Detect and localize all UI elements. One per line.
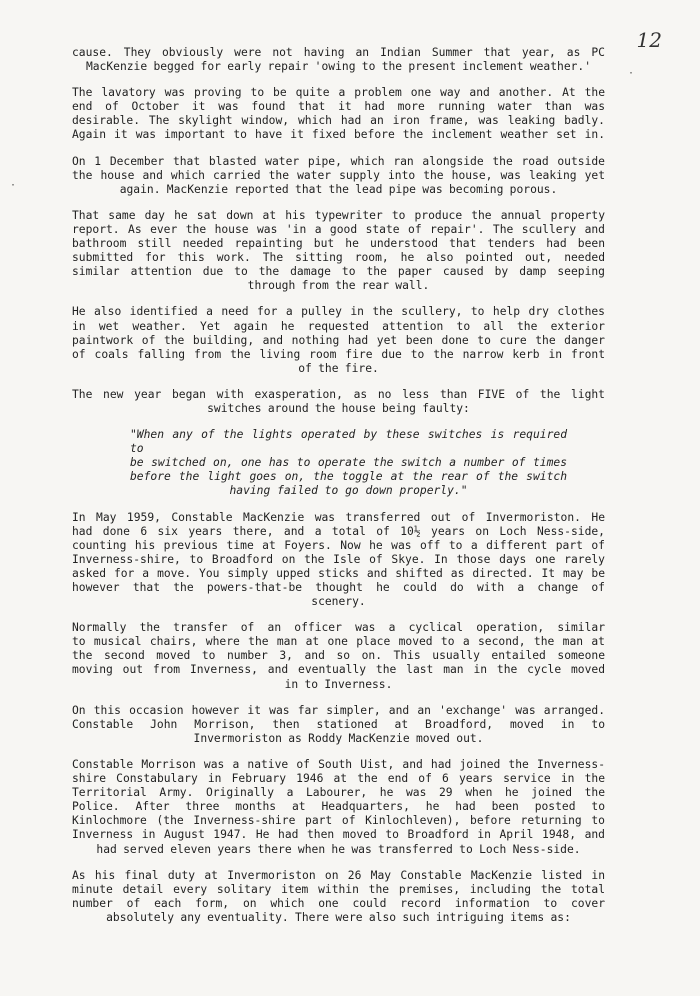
text-line: desirable. The skylight window, which had an iron frame, was leaking badly. xyxy=(72,114,605,128)
paragraph xyxy=(72,621,605,691)
text-line: On 1 December that blasted water pipe, which ran alongside the road outside xyxy=(72,154,605,168)
text-line: Kinlochmore (the Inverness-shire part of Kinlochleven), before returning to xyxy=(72,814,605,828)
text-line: Police. After three months at Headquarters, he had been posted to xyxy=(72,800,605,814)
page-number: 12 xyxy=(636,28,662,52)
text-line: the house and which carried the water supply into the house, was leaking yet xyxy=(72,168,605,182)
text-line: the second moved to number 3, and so on. This usually entailed someone xyxy=(72,649,605,663)
text-line: absolutely any eventuality. There were also such intriguing items as: xyxy=(106,910,571,924)
text-line: had served eleven years there when he was transferred to Loch Ness-side. xyxy=(96,842,581,856)
text-line: in wet weather. Yet again he requested attention to all the exterior xyxy=(72,319,605,333)
text-line: On this occasion however it was far simpler, and an 'exchange' was arranged. xyxy=(72,703,605,717)
text-line: paintwork of the building, and nothing had yet been done to cure the danger xyxy=(72,333,605,347)
text-line: end of October it was found that it had more running water than was xyxy=(72,100,605,114)
text-line: report. As ever the house was 'in a good state of repair'. The scullery and xyxy=(72,222,605,236)
text-line: Constable John Morrison, then stationed at Broadford, moved in to xyxy=(72,717,605,731)
text-line: through from the rear wall. xyxy=(247,279,430,293)
text-line: submitted for this work. The sitting room, he also pointed out, needed xyxy=(72,251,605,265)
text-line: of coals falling from the living room fire due to the narrow kerb in front xyxy=(72,347,605,361)
text-line: asked for a move. You simply upped sticks and shifted as directed. It may be xyxy=(72,566,605,580)
text-line: minute detail every solitary item within the premises, including the total xyxy=(72,882,605,896)
text-line: in to Inverness. xyxy=(284,677,393,691)
text-line: of the fire. xyxy=(298,361,379,375)
text-line: Normally the transfer of an officer was a cyclical operation, similar xyxy=(72,621,605,635)
quote-line: be switched on, one has to operate the switch a number of times xyxy=(130,456,567,470)
paragraph xyxy=(72,869,605,925)
text-line: Again it was important to have it fixed before the inclement weather set in. xyxy=(72,128,605,142)
text-line: scenery. xyxy=(311,595,366,609)
quote-line: "When any of the lights operated by these switches is required to xyxy=(130,428,567,456)
text-line: again. MacKenzie reported that the lead pipe was becoming porous. xyxy=(119,182,558,196)
paragraph xyxy=(72,704,605,746)
margin-dot: · xyxy=(10,180,17,191)
text-line: moving out from Inverness, and eventually the last man in the cycle moved xyxy=(72,663,605,677)
paragraph xyxy=(72,758,605,857)
paragraph xyxy=(72,46,605,74)
text-line: shire Constabulary in February 1946 at the end of 6 years service in the xyxy=(72,772,605,786)
text-line: The lavatory was proving to be quite a problem one way and another. At the xyxy=(72,86,605,100)
quote-line: before the light goes on, the toggle at the rear of the switch xyxy=(130,470,567,484)
text-line: That same day he sat down at his typewriter to produce the annual property xyxy=(72,208,605,222)
quote-line: having failed to go down properly." xyxy=(229,484,468,498)
text-line: similar attention due to the damage to the paper caused by damp seeping xyxy=(72,265,605,279)
paragraph xyxy=(72,305,605,375)
text-line: As his final duty at Invermoriston on 26 May Constable MacKenzie listed in xyxy=(72,868,605,882)
text-line: The new year began with exasperation, as no less than FIVE of the light xyxy=(72,387,605,401)
text-line: number of each form, on which one could record information to cover xyxy=(72,896,605,910)
text-line: He also identified a need for a pulley in the scullery, to help dry clothes xyxy=(72,305,605,319)
body-text-lower xyxy=(72,511,605,925)
text-line: had done 6 six years there, and a total of 10½ years on Loch Ness-side, xyxy=(72,524,605,538)
text-line: however that the powers-that-be thought he could do with a change of xyxy=(72,581,605,594)
body-text-upper xyxy=(72,46,605,416)
text-line: Inverness in August 1947. He had then moved to Broadford in April 1948, and xyxy=(72,828,605,842)
paragraph xyxy=(72,388,605,416)
text-line: switches around the house being faulty: xyxy=(207,401,470,415)
paragraph xyxy=(72,209,605,294)
text-line: bathroom still needed repainting but he understood that tenders had been xyxy=(72,237,605,251)
text-line: Inverness-shire, to Broadford on the Isle of Skye. In those days one rarely xyxy=(72,552,605,566)
paragraph xyxy=(72,86,605,142)
text-line: cause. They obviously were not having an Indian Summer that year, as PC xyxy=(72,46,605,59)
text-line: Territorial Army. Originally a Labourer, he was 29 when he joined the xyxy=(72,786,605,800)
text-line: counting his previous time at Foyers. Now he was off to a different part of xyxy=(72,538,605,552)
margin-dot: · xyxy=(628,68,635,79)
text-line: to musical chairs, where the man at one place moved to a second, the man at xyxy=(72,635,605,649)
paragraph xyxy=(72,155,605,197)
text-line: Invermoriston as Roddy MacKenzie moved out. xyxy=(193,731,484,745)
text-line: Constable Morrison was a native of South Uist, and had joined the Inverness- xyxy=(72,757,605,771)
text-line: MacKenzie begged for early repair 'owing to the present inclement weather.' xyxy=(85,60,592,74)
paragraph xyxy=(72,511,605,610)
block-quote xyxy=(72,428,605,498)
text-line: In May 1959, Constable MacKenzie was transferred out of Invermoriston. He xyxy=(72,510,605,524)
